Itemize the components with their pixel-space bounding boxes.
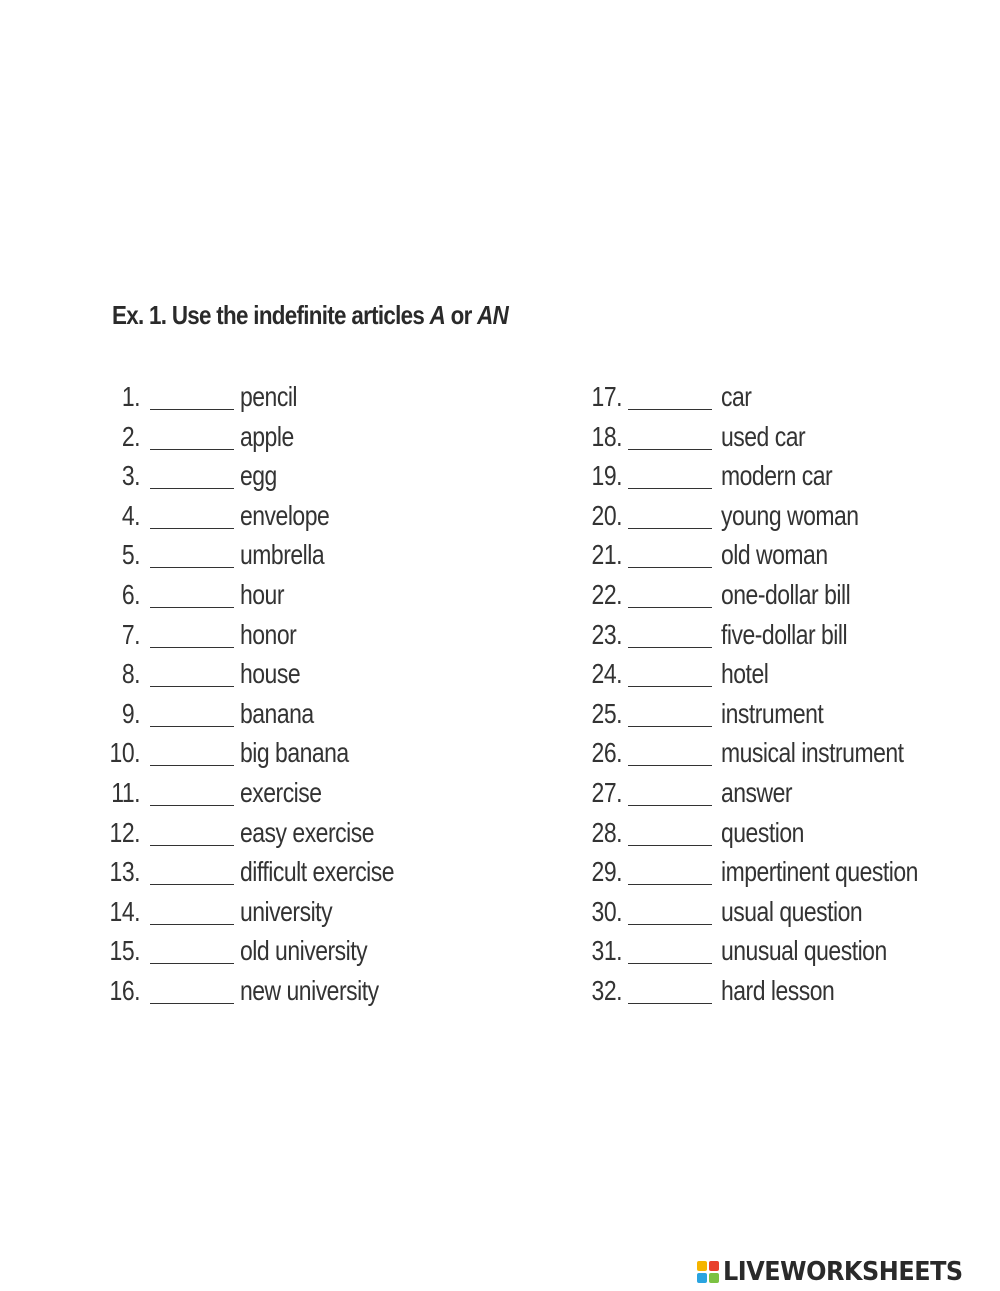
exercise-item <box>578 380 978 420</box>
exercise-item <box>100 499 500 539</box>
exercise-item <box>578 420 978 460</box>
item-word: honor <box>240 618 297 650</box>
item-word: hotel <box>721 658 769 690</box>
item-number: 28. <box>591 816 622 848</box>
answer-blank[interactable] <box>628 567 712 568</box>
exercise-item <box>578 895 978 935</box>
answer-blank[interactable] <box>628 845 712 846</box>
answer-blank[interactable] <box>628 647 712 648</box>
title-or: or <box>445 300 478 330</box>
item-number: 31. <box>591 935 622 967</box>
item-number: 22. <box>591 578 622 610</box>
answer-blank[interactable] <box>150 686 234 687</box>
title-prefix: Ex. 1. Use the indefinite articles <box>112 300 430 330</box>
exercise-item <box>578 618 978 658</box>
item-number: 14. <box>109 895 140 927</box>
item-number: 16. <box>109 974 140 1006</box>
exercise-item <box>100 697 500 737</box>
item-word: impertinent question <box>721 856 918 888</box>
item-word: house <box>240 658 301 690</box>
item-word: old university <box>240 935 368 967</box>
exercise-item <box>100 855 500 895</box>
exercise-item <box>578 934 978 974</box>
item-word: new university <box>240 974 379 1006</box>
answer-blank[interactable] <box>150 449 234 450</box>
item-number: 19. <box>591 460 622 492</box>
item-word: umbrella <box>240 539 325 571</box>
exercise-item <box>578 459 978 499</box>
item-number: 15. <box>109 935 140 967</box>
exercise-item <box>578 736 978 776</box>
exercise-item <box>100 816 500 856</box>
item-number: 6. <box>121 578 140 610</box>
item-number: 23. <box>591 618 622 650</box>
item-word: easy exercise <box>240 816 374 848</box>
items-column-right <box>578 380 978 1014</box>
item-word: exercise <box>240 776 322 808</box>
item-word: old woman <box>721 539 828 571</box>
exercise-item <box>100 657 500 697</box>
item-number: 21. <box>591 539 622 571</box>
item-word: envelope <box>240 499 330 531</box>
answer-blank[interactable] <box>628 726 712 727</box>
exercise-item <box>578 657 978 697</box>
item-number: 2. <box>121 420 140 452</box>
exercise-item <box>578 855 978 895</box>
item-word: one-dollar bill <box>721 578 851 610</box>
item-number: 8. <box>121 658 140 690</box>
answer-blank[interactable] <box>150 1003 234 1004</box>
item-number: 18. <box>591 420 622 452</box>
answer-blank[interactable] <box>628 409 712 410</box>
item-word: musical instrument <box>721 737 904 769</box>
exercise-item <box>100 776 500 816</box>
logo-square-1 <box>697 1261 707 1271</box>
exercise-item <box>578 578 978 618</box>
title-article-a: A <box>429 300 446 330</box>
item-number: 10. <box>109 737 140 769</box>
answer-blank[interactable] <box>150 805 234 806</box>
item-number: 32. <box>591 974 622 1006</box>
item-word: difficult exercise <box>240 856 395 888</box>
item-word: car <box>721 381 752 412</box>
item-word: banana <box>240 697 314 729</box>
answer-blank[interactable] <box>628 924 712 925</box>
answer-blank[interactable] <box>628 528 712 529</box>
exercise-item <box>100 538 500 578</box>
item-number: 9. <box>121 697 140 729</box>
item-word: usual question <box>721 895 863 927</box>
exercise-item <box>100 934 500 974</box>
answer-blank[interactable] <box>628 488 712 489</box>
item-word: modern car <box>721 460 833 492</box>
items-column-left <box>100 380 500 1014</box>
answer-blank[interactable] <box>150 607 234 608</box>
liveworksheets-logo-icon <box>697 1261 719 1283</box>
title-article-an: AN <box>477 300 509 330</box>
answer-blank[interactable] <box>628 963 712 964</box>
exercise-item <box>578 776 978 816</box>
item-word: five-dollar bill <box>721 618 848 650</box>
exercise-item <box>100 380 500 420</box>
item-word: big banana <box>240 737 349 769</box>
exercise-item <box>578 816 978 856</box>
answer-blank[interactable] <box>150 884 234 885</box>
answer-blank[interactable] <box>628 805 712 806</box>
item-word: apple <box>240 420 294 452</box>
brand-name: LIVEWORKSHEETS <box>723 1257 963 1287</box>
item-number: 24. <box>591 658 622 690</box>
item-word: answer <box>721 776 793 808</box>
exercise-item <box>100 974 500 1014</box>
exercise-item <box>100 736 500 776</box>
item-word: hour <box>240 578 284 610</box>
item-number: 27. <box>591 776 622 808</box>
item-word: instrument <box>721 697 824 729</box>
item-word: university <box>240 895 333 927</box>
item-number: 29. <box>591 856 622 888</box>
answer-blank[interactable] <box>150 528 234 529</box>
item-word: unusual question <box>721 935 887 967</box>
answer-blank[interactable] <box>150 963 234 964</box>
answer-blank[interactable] <box>150 924 234 925</box>
answer-blank[interactable] <box>150 409 234 410</box>
item-number: 7. <box>121 618 140 650</box>
item-number: 5. <box>121 539 140 571</box>
exercise-item <box>100 895 500 935</box>
item-number: 17. <box>591 381 622 412</box>
item-number: 20. <box>591 499 622 531</box>
answer-blank[interactable] <box>628 449 712 450</box>
exercise-title <box>112 300 508 331</box>
answer-blank[interactable] <box>628 686 712 687</box>
item-number: 26. <box>591 737 622 769</box>
answer-blank[interactable] <box>150 567 234 568</box>
exercise-item <box>100 618 500 658</box>
answer-blank[interactable] <box>628 1003 712 1004</box>
answer-blank[interactable] <box>150 488 234 489</box>
item-number: 13. <box>109 856 140 888</box>
item-word: hard lesson <box>721 974 835 1006</box>
answer-blank[interactable] <box>150 647 234 648</box>
item-word: question <box>721 816 804 848</box>
answer-blank[interactable] <box>628 884 712 885</box>
exercise-item <box>578 538 978 578</box>
item-word: used car <box>721 420 806 452</box>
item-word: pencil <box>240 381 298 412</box>
exercise-item <box>100 459 500 499</box>
exercise-item <box>100 578 500 618</box>
logo-square-3 <box>697 1273 707 1283</box>
item-word: young woman <box>721 499 859 531</box>
exercise-item <box>578 697 978 737</box>
item-number: 3. <box>121 460 140 492</box>
liveworksheets-brand <box>697 1258 984 1286</box>
answer-blank[interactable] <box>150 726 234 727</box>
item-number: 12. <box>109 816 140 848</box>
answer-blank[interactable] <box>628 765 712 766</box>
item-number: 4. <box>121 499 140 531</box>
logo-square-4 <box>709 1273 719 1283</box>
item-number: 11. <box>111 776 140 808</box>
answer-blank[interactable] <box>628 607 712 608</box>
exercise-item <box>100 420 500 460</box>
item-number: 25. <box>591 697 622 729</box>
item-number: 30. <box>591 895 622 927</box>
item-word: egg <box>240 460 277 492</box>
logo-square-2 <box>709 1261 719 1271</box>
answer-blank[interactable] <box>150 845 234 846</box>
exercise-item <box>578 499 978 539</box>
exercise-item <box>578 974 978 1014</box>
answer-blank[interactable] <box>150 765 234 766</box>
item-number: 1. <box>121 381 140 412</box>
